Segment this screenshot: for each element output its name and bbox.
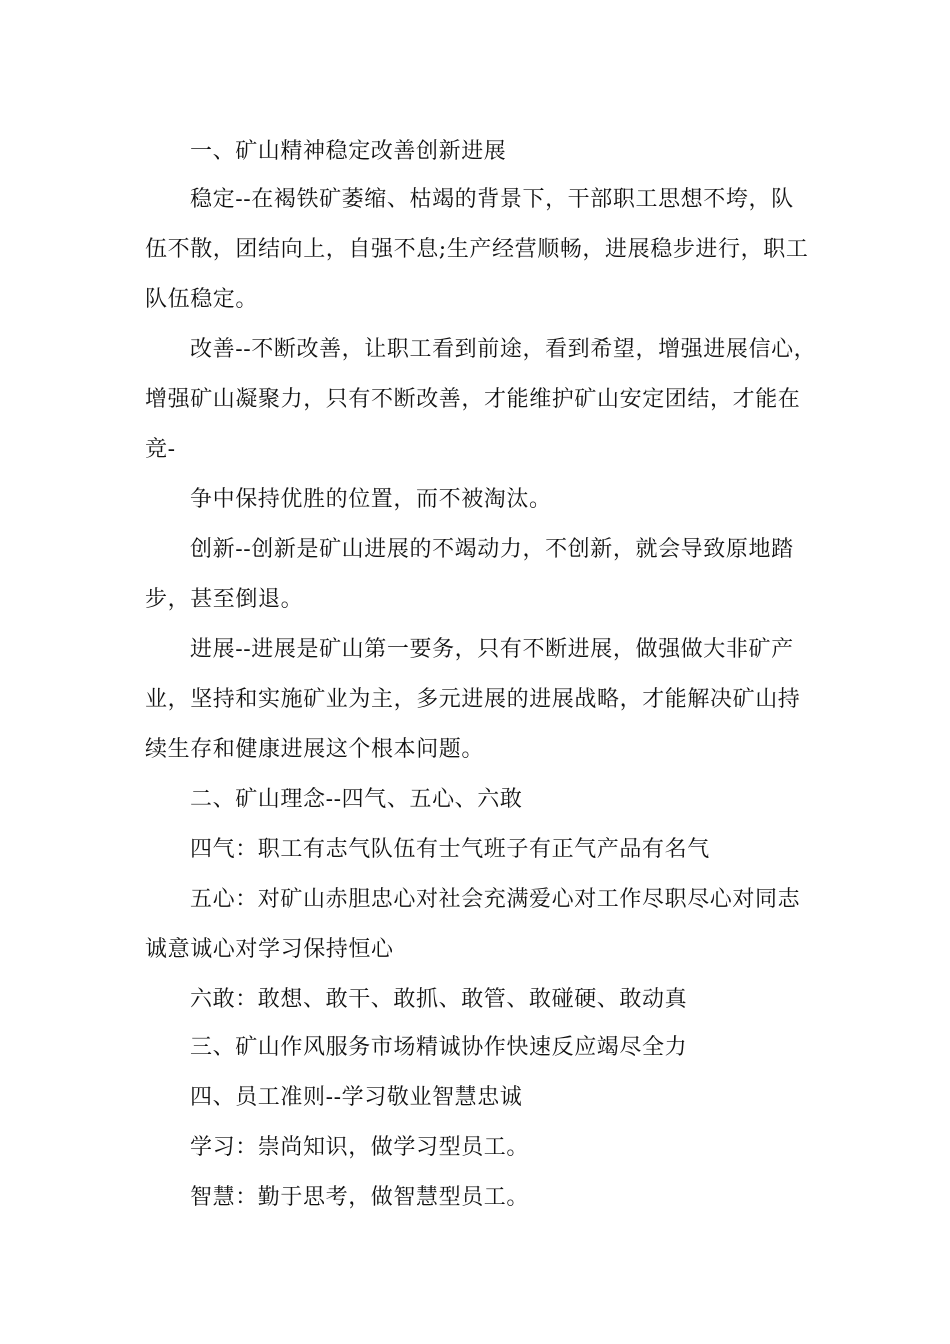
paragraph-stability-line-2: 伍不散，团结向上，自强不息;生产经营顺畅，进展稳步进行，职工 (145, 237, 809, 262)
paragraph-stability-line-3: 队伍稳定。 (145, 287, 259, 312)
section-heading-1: 一、矿山精神稳定改善创新进展 (190, 139, 507, 164)
section-heading-2: 二、矿山理念--四气、五心、六敢 (190, 787, 523, 812)
paragraph-innovate-line-1: 创新--创新是矿山进展的不竭动力，不创新，就会导致原地踏 (190, 537, 794, 562)
paragraph-progress-line-3: 续生存和健康进展这个根本问题。 (145, 737, 485, 762)
paragraph-learning: 学习：崇尚知识，做学习型员工。 (190, 1135, 530, 1160)
paragraph-improve-line-3: 竞- (145, 437, 176, 462)
paragraph-improve-line-1: 改善--不断改善，让职工看到前途，看到希望，增强进展信心， (190, 337, 817, 362)
paragraph-innovate-line-2: 步，甚至倒退。 (145, 587, 304, 612)
section-heading-3: 三、矿山作风服务市场精诚协作快速反应竭尽全力 (190, 1035, 688, 1060)
paragraph-stability-line-1: 稳定--在褐铁矿萎缩、枯竭的背景下，干部职工思想不垮，队 (190, 187, 794, 212)
paragraph-progress-line-2: 业，坚持和实施矿业为主，多元进展的进展战略，才能解决矿山持 (145, 687, 801, 712)
section-heading-4: 四、员工准则--学习敬业智慧忠诚 (190, 1085, 523, 1110)
paragraph-wisdom: 智慧：勤于思考，做智慧型员工。 (190, 1185, 530, 1210)
paragraph-improve-line-4: 争中保持优胜的位置，而不被淘汰。 (190, 487, 552, 512)
paragraph-five-hearts-line-1: 五心：对矿山赤胆忠心对社会充满爱心对工作尽职尽心对同志 (190, 887, 801, 912)
paragraph-six-dares: 六敢：敢想、敢干、敢抓、敢管、敢碰硬、敢动真 (190, 987, 688, 1012)
paragraph-five-hearts-line-2: 诚意诚心对学习保持恒心 (145, 937, 394, 962)
paragraph-improve-line-2: 增强矿山凝聚力，只有不断改善，才能维护矿山安定团结，才能在 (145, 387, 801, 412)
paragraph-four-qi: 四气：职工有志气队伍有士气班子有正气产品有名气 (190, 837, 710, 862)
paragraph-progress-line-1: 进展--进展是矿山第一要务，只有不断进展，做强做大非矿产 (190, 637, 794, 662)
